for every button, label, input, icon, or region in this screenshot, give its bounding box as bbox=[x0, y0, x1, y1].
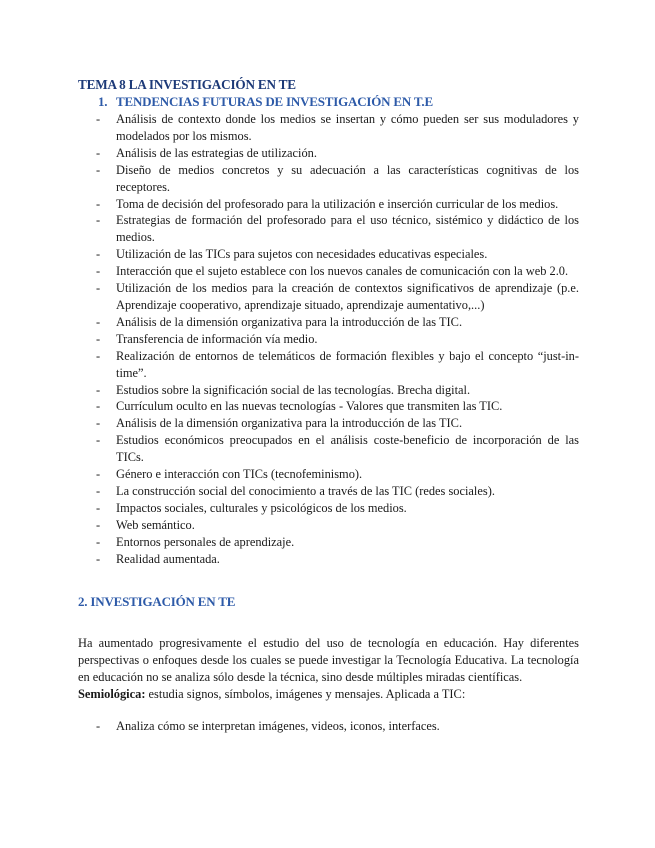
list-dash-marker: - bbox=[96, 281, 101, 296]
list-item-text: Estudios sobre la significación social de las tecnologías. Brecha digital. bbox=[116, 382, 471, 397]
list-item bbox=[78, 246, 579, 263]
list-dash-marker: - bbox=[96, 433, 101, 448]
semiologica-text: estudia signos, símbolos, imágenes y mensajes. Aplicada a TIC: bbox=[145, 687, 466, 702]
list-dash-marker: - bbox=[96, 719, 101, 734]
list-item bbox=[78, 466, 579, 483]
list-item-text: Análisis de la dimensión organizativa para la introducción de las TIC. bbox=[116, 416, 463, 431]
list-item bbox=[78, 162, 579, 196]
list-item bbox=[78, 398, 579, 415]
list-item-text: Impactos sociales, culturales y psicológicos de los medios. bbox=[116, 500, 407, 515]
list-item-text: Interacción que el sujeto establece con los nuevos canales de comunicación con la web 2.0. bbox=[116, 264, 569, 279]
list-dash-marker: - bbox=[96, 112, 101, 126]
list-dash-marker: - bbox=[96, 416, 101, 431]
list-item bbox=[78, 382, 579, 399]
list-item bbox=[78, 263, 579, 280]
list-dash-marker: - bbox=[96, 467, 101, 482]
list-item bbox=[78, 314, 579, 331]
list-item bbox=[78, 517, 579, 534]
subheading-number: 1. bbox=[98, 94, 108, 109]
list-item bbox=[78, 500, 579, 517]
semiologica-line bbox=[78, 686, 579, 703]
list-item-text: Análisis de contexto donde los medios se insertan y cómo pueden ser sus moduladores y modelados por los mismos. bbox=[116, 112, 579, 143]
list-dash-marker: - bbox=[96, 517, 101, 532]
list-dash-marker: - bbox=[96, 534, 101, 549]
list-dash-marker: - bbox=[96, 348, 101, 363]
list-item-text: Diseño de medios concretos y su adecuación a las características cognitivas de los receptores. bbox=[116, 162, 579, 194]
list-item-text: Análisis de las estrategias de utilización. bbox=[116, 145, 317, 160]
section-2-paragraph: Ha aumentado progresivamente el estudio del uso de tecnología en educación. Hay diferentes perspectivas o enfoques desde los cuales se puede investigar la Tecnología Educativa. La tecnología en educación no se analiza sólo desde la técnica, sino desde múltiples miradas científicas. bbox=[78, 636, 579, 685]
list-item-text: Estrategias de formación del profesorado para el uso técnico, sistémico y didáctico de los medios. bbox=[116, 213, 579, 245]
list-dash-marker: - bbox=[96, 331, 101, 346]
list-item-text: Transferencia de información vía medio. bbox=[116, 331, 318, 346]
list-item bbox=[78, 145, 579, 162]
list-item bbox=[78, 196, 579, 213]
research-trends-list bbox=[78, 111, 579, 567]
semiologica-list bbox=[78, 718, 579, 735]
list-dash-marker: - bbox=[96, 247, 101, 262]
list-item bbox=[78, 432, 579, 466]
list-item-text: Género e interacción con TICs (tecnofeminismo). bbox=[116, 467, 363, 482]
list-item-text: Toma de decisión del profesorado para la utilización e inserción curricular de los medios. bbox=[116, 196, 559, 211]
list-dash-marker: - bbox=[96, 145, 101, 160]
list-item-text: Entornos personales de aprendizaje. bbox=[116, 534, 295, 549]
list-item-text: Análisis de la dimensión organizativa para la introducción de las TIC. bbox=[116, 314, 463, 329]
document-title: TEMA 8 LA INVESTIGACIÓN EN TE bbox=[78, 77, 296, 92]
list-item bbox=[78, 483, 579, 500]
list-item-text: Web semántico. bbox=[116, 517, 195, 532]
list-item bbox=[78, 534, 579, 551]
list-item-text: Realización de entornos de telemáticos de formación flexibles y bajo el concepto “just-in-time”. bbox=[116, 348, 579, 380]
subheading-text: TENDENCIAS FUTURAS DE INVESTIGACIÓN EN T.E bbox=[116, 94, 433, 109]
list-dash-marker: - bbox=[96, 551, 101, 566]
list-dash-marker: - bbox=[96, 213, 101, 228]
list-item-text: Realidad aumentada. bbox=[116, 551, 220, 566]
list-dash-marker: - bbox=[96, 264, 101, 279]
list-dash-marker: - bbox=[96, 314, 101, 329]
subheading-tendencias bbox=[78, 93, 579, 110]
list-item-text: Analiza cómo se interpretan imágenes, videos, iconos, interfaces. bbox=[116, 719, 440, 734]
list-dash-marker: - bbox=[96, 382, 101, 397]
list-dash-marker: - bbox=[96, 196, 101, 211]
list-item-text: Utilización de las TICs para sujetos con necesidades educativas especiales. bbox=[116, 247, 488, 262]
list-item-text: La construcción social del conocimiento a través de las TIC (redes sociales). bbox=[116, 483, 495, 498]
document-page bbox=[78, 76, 579, 735]
list-item bbox=[78, 348, 579, 382]
list-item bbox=[78, 415, 579, 432]
list-item bbox=[78, 718, 579, 735]
list-item-text: Utilización de los medios para la creación de contextos significativos de aprendizaje (p.e. Aprendizaje cooperativo, aprendizaje situado, aprendizaje aumentativo,...) bbox=[116, 281, 579, 312]
semiologica-label: Semiológica: bbox=[78, 687, 146, 702]
list-item-text: Estudios económicos preocupados en el análisis coste-beneficio de incorporación de las TICs. bbox=[116, 433, 579, 465]
list-dash-marker: - bbox=[96, 483, 101, 498]
list-dash-marker: - bbox=[96, 500, 101, 515]
section-2-heading: 2. INVESTIGACIÓN EN TE bbox=[78, 594, 236, 610]
list-item bbox=[78, 111, 579, 145]
list-item bbox=[78, 280, 579, 314]
list-item-text: Currículum oculto en las nuevas tecnologías - Valores que transmiten las TIC. bbox=[116, 399, 503, 414]
list-dash-marker: - bbox=[96, 162, 101, 177]
list-item bbox=[78, 551, 579, 568]
list-dash-marker: - bbox=[96, 399, 101, 414]
list-item bbox=[78, 212, 579, 246]
list-item bbox=[78, 331, 579, 348]
